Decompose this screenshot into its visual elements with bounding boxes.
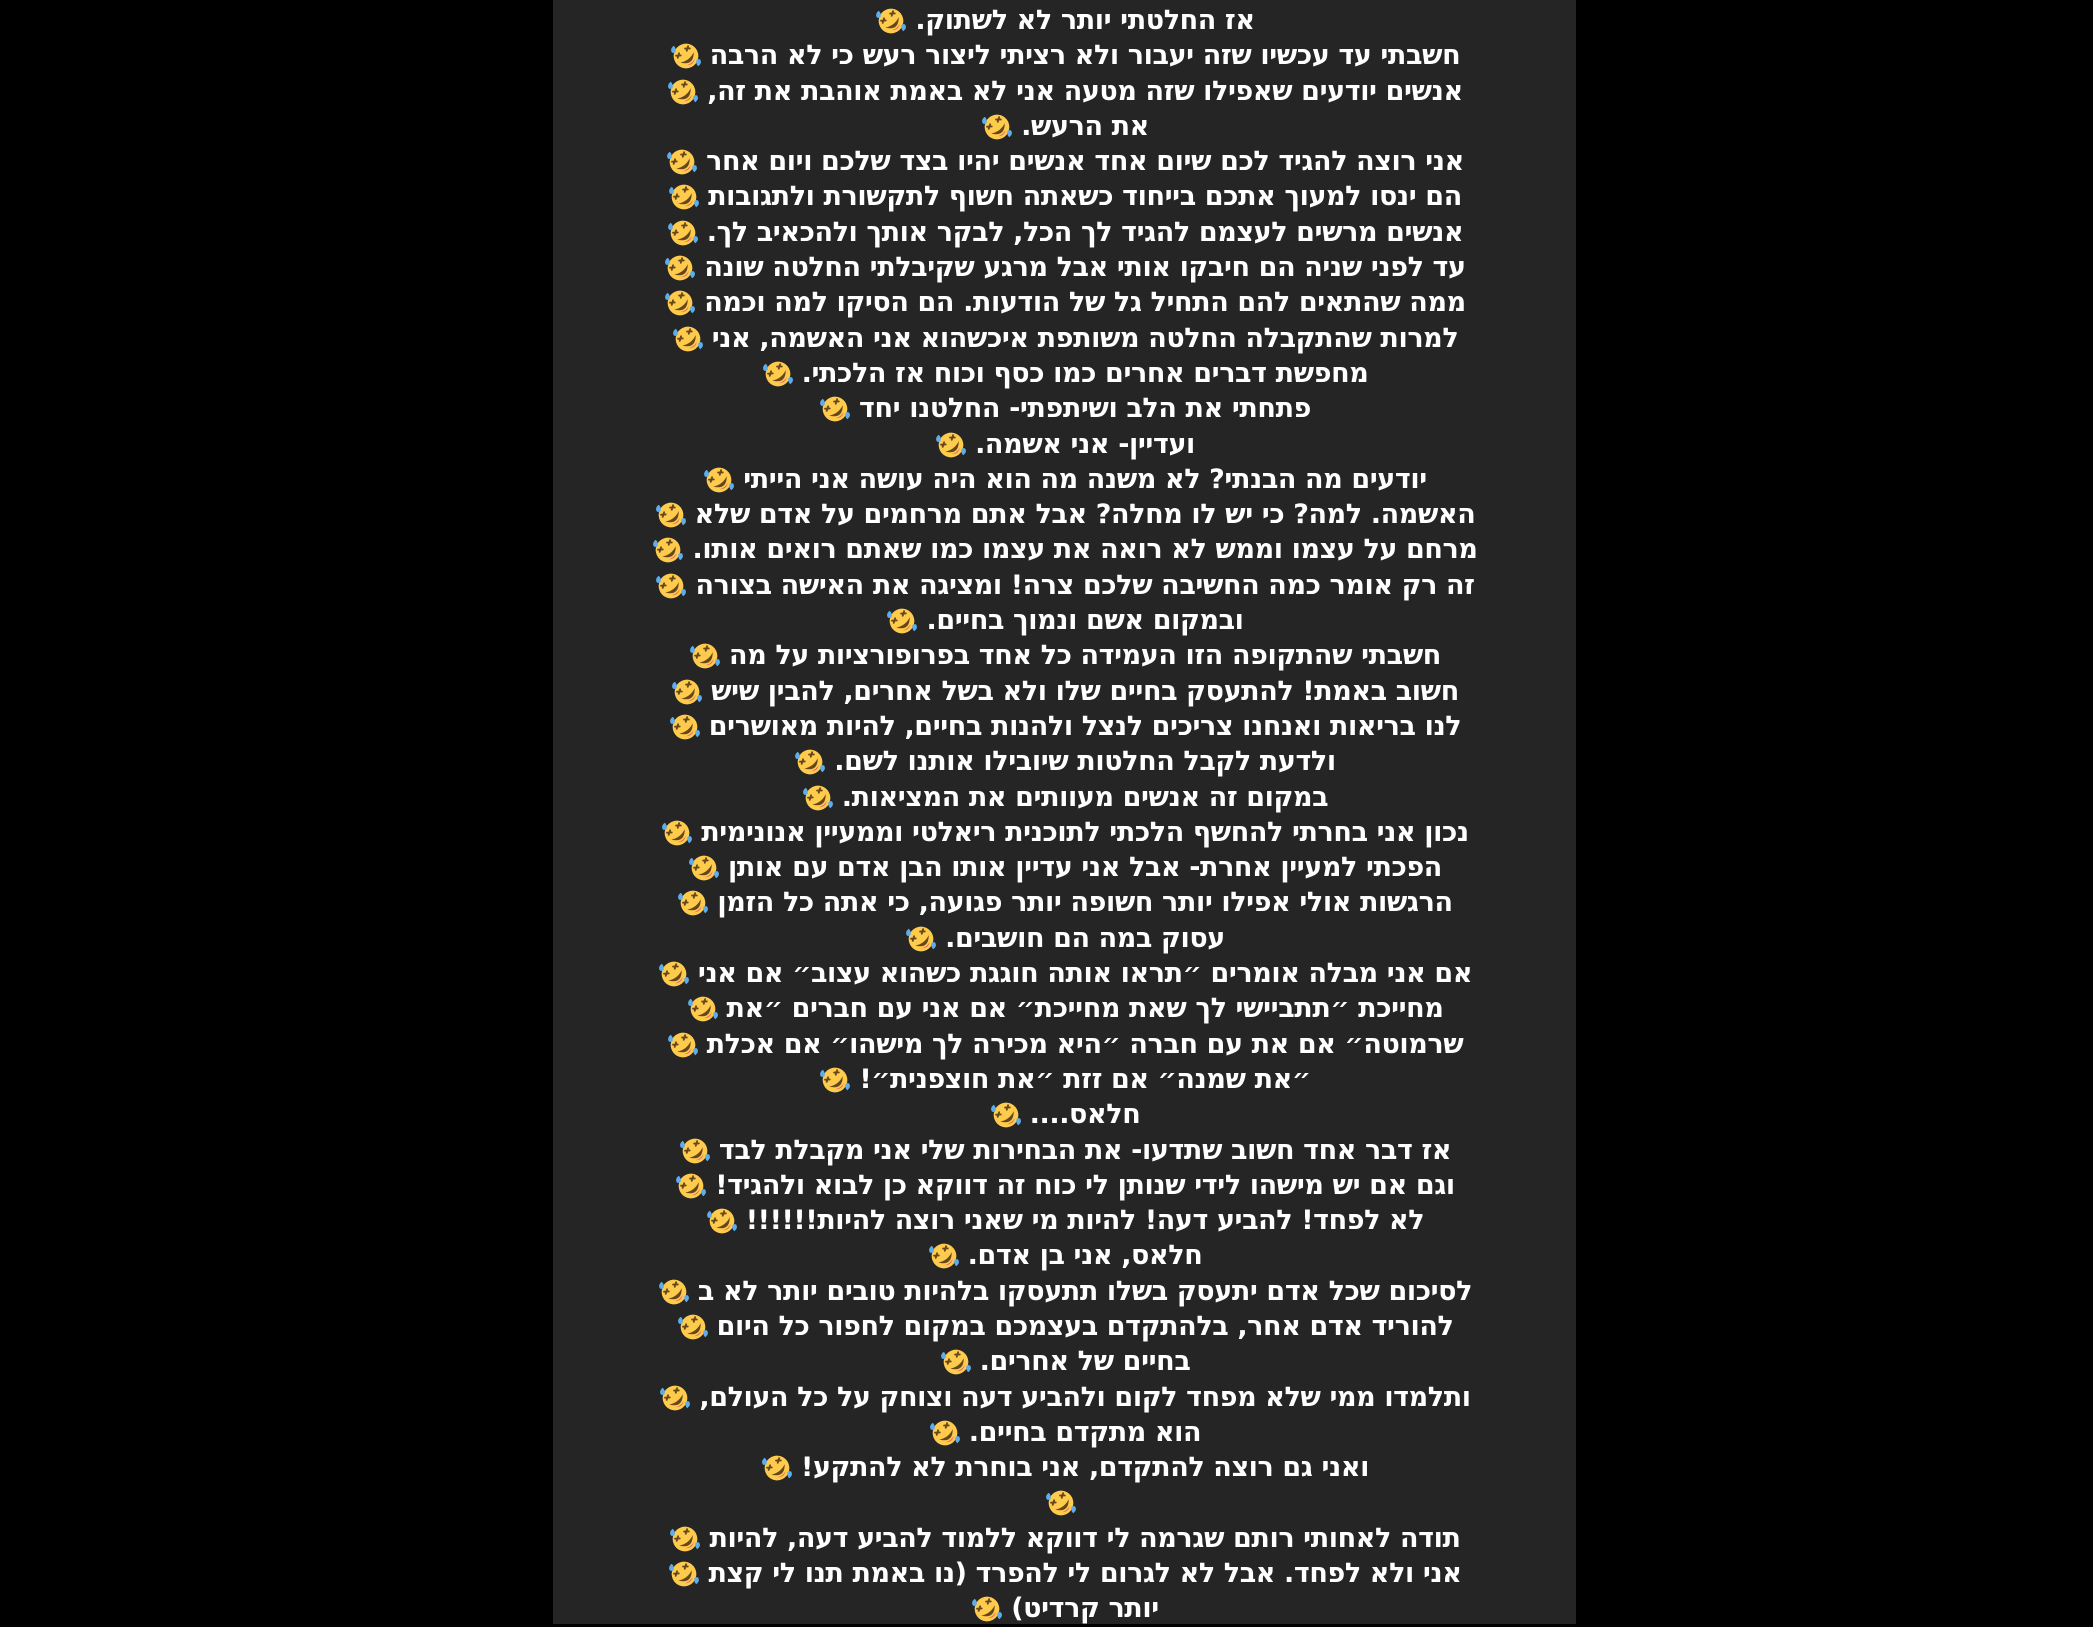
rofl-laughing-emoji bbox=[904, 922, 938, 956]
line-text: אני רוצה להגיד לכם שיום אחד אנשים יהיו בצד שלכם ויום אחר bbox=[706, 146, 1464, 178]
rofl-laughing-emoji bbox=[761, 357, 795, 391]
rofl-laughing-emoji bbox=[674, 1169, 708, 1203]
rofl-laughing-emoji bbox=[793, 745, 827, 779]
rofl-laughing-emoji bbox=[687, 851, 721, 885]
line-text: אנשים יודעים שאפילו שזה מטעה אני לא באמת אוהבת את זה, bbox=[707, 75, 1463, 107]
text-line bbox=[553, 956, 1576, 991]
rofl-laughing-emoji bbox=[666, 1028, 700, 1062]
line-text: ואני גם רוצה להתקדם, אני בוחרת לא להתקע! bbox=[801, 1452, 1369, 1484]
text-line bbox=[553, 1521, 1576, 1556]
text-line bbox=[553, 568, 1576, 603]
line-text: שרמוטה״ אם את עם חברה ״היא מכירה לך מישהו״ אם אכלת bbox=[706, 1028, 1464, 1060]
line-text: את הרעש. bbox=[1021, 110, 1149, 142]
rofl-laughing-emoji bbox=[678, 1134, 712, 1168]
text-line bbox=[553, 285, 1576, 320]
rofl-laughing-emoji bbox=[651, 533, 685, 567]
rofl-laughing-emoji bbox=[660, 816, 694, 850]
rofl-laughing-emoji bbox=[676, 886, 710, 920]
text-line bbox=[553, 638, 1576, 673]
line-text: במקום זה אנשים מעוותים את המציאות. bbox=[841, 781, 1329, 813]
text-line bbox=[553, 991, 1576, 1026]
text-line bbox=[553, 1450, 1576, 1485]
text-line bbox=[553, 74, 1576, 109]
text-line bbox=[553, 1556, 1576, 1591]
line-text: ועדיין- אני אשמה. bbox=[975, 428, 1195, 460]
rofl-laughing-emoji bbox=[658, 1381, 692, 1415]
text-line bbox=[553, 1168, 1576, 1203]
line-text: אנשים מרשים לעצמם להגיד לך הכל, לבקר אותך ולהכאיב לך. bbox=[706, 216, 1464, 248]
text-line bbox=[553, 850, 1576, 885]
line-text: חלאס, אני בן אדם. bbox=[967, 1240, 1203, 1272]
text-line bbox=[553, 1238, 1576, 1273]
line-text: חשבתי שהתקופה הזו העמידה כל אחד בפרופורציות על מה bbox=[729, 640, 1441, 672]
text-line bbox=[553, 427, 1576, 462]
text-line bbox=[553, 250, 1576, 285]
text-line bbox=[553, 815, 1576, 850]
line-text: בחיים של אחרים. bbox=[979, 1346, 1191, 1378]
rofl-laughing-emoji bbox=[818, 392, 852, 426]
rofl-laughing-emoji bbox=[667, 1557, 701, 1591]
rofl-laughing-emoji bbox=[654, 569, 688, 603]
text-line bbox=[553, 38, 1576, 73]
line-text: לסיכום שכל אדם יתעסק בשלו תתעסקו בלהיות טובים יותר לא ב bbox=[697, 1275, 1473, 1307]
rofl-laughing-emoji bbox=[665, 145, 699, 179]
line-text: חשוב באמת! להתעסק בחיים שלו ולא בשל אחרים, להבין שיש bbox=[711, 675, 1459, 707]
line-text: אני ולא לפחד. אבל לא לגרום לי להפרד (נו באמת תנו לי קצת bbox=[708, 1558, 1462, 1590]
text-line bbox=[553, 709, 1576, 744]
text-line bbox=[553, 603, 1576, 638]
rofl-laughing-emoji bbox=[671, 322, 705, 356]
rofl-laughing-emoji bbox=[934, 428, 968, 462]
line-text: למרות שהתקבלה החלטה משותפת איכשהוא אני האשמה, אני bbox=[711, 322, 1459, 354]
rofl-laughing-emoji bbox=[818, 1063, 852, 1097]
line-text: עסוק במה הם חושבים. bbox=[945, 922, 1225, 954]
story-text-panel bbox=[553, 0, 1576, 1624]
text-line bbox=[553, 391, 1576, 426]
rofl-laughing-emoji bbox=[657, 957, 691, 991]
text-line bbox=[553, 179, 1576, 214]
post-text bbox=[553, 0, 1576, 1627]
line-text: יותר קרדיט) bbox=[1011, 1593, 1159, 1625]
line-text: ובמקום אשם ונמוך בחיים. bbox=[926, 605, 1244, 637]
rofl-laughing-emoji bbox=[885, 604, 919, 638]
rofl-laughing-emoji bbox=[667, 180, 701, 214]
line-text: לנו בריאות ואנחנו צריכים לנצל ולהנות בחיים, להיות מאושרים bbox=[708, 710, 1462, 742]
text-line bbox=[553, 921, 1576, 956]
text-line bbox=[553, 321, 1576, 356]
rofl-laughing-emoji bbox=[676, 1310, 710, 1344]
rofl-laughing-emoji bbox=[702, 463, 736, 497]
text-line bbox=[553, 1133, 1576, 1168]
text-line bbox=[553, 1485, 1576, 1520]
rofl-laughing-emoji bbox=[801, 781, 835, 815]
text-line bbox=[553, 462, 1576, 497]
rofl-laughing-emoji bbox=[663, 286, 697, 320]
rofl-laughing-emoji bbox=[927, 1239, 961, 1273]
line-text: חלאס.... bbox=[1029, 1099, 1141, 1131]
line-text: יודעים מה הבנתי? לא משנה מה הוא היה עושה אני הייתי bbox=[743, 463, 1427, 495]
text-line bbox=[553, 3, 1576, 38]
line-text: לא לפחד! להביע דעה! להיות מי שאני רוצה להיות!!!!!! bbox=[745, 1205, 1425, 1237]
text-line bbox=[553, 144, 1576, 179]
text-line bbox=[553, 885, 1576, 920]
text-line bbox=[553, 1097, 1576, 1132]
text-line bbox=[553, 109, 1576, 144]
line-text: מחייכת ״תתביישי לך שאת מחייכת״ אם אני עם חברים ״את bbox=[726, 993, 1444, 1025]
rofl-laughing-emoji bbox=[670, 675, 704, 709]
line-text: מרחם על עצמו וממש לא רואה את עצמו כמו שאתם רואים אותו. bbox=[692, 534, 1478, 566]
rofl-laughing-emoji bbox=[668, 710, 702, 744]
line-text: עד לפני שניה הם חיבקו אותי אבל מרגע שקיבלתי החלטה שונה bbox=[704, 252, 1466, 284]
line-text: חשבתי עד עכשיו שזה יעבור ולא רציתי ליצור רעש כי לא הרבה bbox=[709, 40, 1461, 72]
line-text: אם אני מבלה אומרים ״תראו אותה חוגגת כשהוא עצוב״ אם אני bbox=[697, 958, 1473, 990]
rofl-laughing-emoji bbox=[970, 1592, 1004, 1626]
line-text: ותלמדו ממי שלא מפחד לקום ולהביע דעה וצוחק על כל העולם, bbox=[699, 1381, 1471, 1413]
text-line bbox=[553, 1344, 1576, 1379]
rofl-laughing-emoji bbox=[668, 1522, 702, 1556]
line-text: הפכתי למעיין אחרת- אבל אני עדיין אותו הבן אדם עם אותן bbox=[728, 852, 1442, 884]
text-line bbox=[553, 780, 1576, 815]
text-line bbox=[553, 1274, 1576, 1309]
rofl-laughing-emoji bbox=[874, 4, 908, 38]
rofl-laughing-emoji bbox=[705, 1204, 739, 1238]
text-line bbox=[553, 1415, 1576, 1450]
rofl-laughing-emoji bbox=[669, 39, 703, 73]
line-text: ״את שמנה״ אם זזת ״את חוצפנית״! bbox=[859, 1063, 1311, 1095]
text-line bbox=[553, 497, 1576, 532]
text-line bbox=[553, 1062, 1576, 1097]
rofl-laughing-emoji bbox=[666, 75, 700, 109]
rofl-laughing-emoji bbox=[657, 1275, 691, 1309]
line-text: זה רק אומר כמה החשיבה שלכם צרה! ומציגה את האישה בצורה bbox=[695, 569, 1475, 601]
line-text: פתחתי את הלב ושיתפתי- החלטנו יחד bbox=[859, 393, 1311, 425]
text-line bbox=[553, 744, 1576, 779]
text-line bbox=[553, 1203, 1576, 1238]
line-text: אז דבר אחד חשוב שתדעו- את הבחירות שלי אני מקבלת לבד bbox=[718, 1134, 1452, 1166]
line-text: האשמה. למה? כי יש לו מחלה? אבל אתם מרחמים על אדם שלא bbox=[694, 499, 1476, 531]
rofl-laughing-emoji bbox=[980, 110, 1014, 144]
text-line bbox=[553, 1027, 1576, 1062]
line-text: וגם אם יש מישהו לידי שנותן לי כוח זה דווקא כן לבוא ולהגיד! bbox=[715, 1169, 1455, 1201]
rofl-laughing-emoji bbox=[939, 1345, 973, 1379]
rofl-laughing-emoji bbox=[760, 1451, 794, 1485]
line-text: תודה לאחותי רותם שגרמה לי דווקא ללמוד להביע דעה, להיות bbox=[709, 1522, 1461, 1554]
text-line bbox=[553, 1309, 1576, 1344]
line-text: הוא מתקדם בחיים. bbox=[968, 1416, 1202, 1448]
rofl-laughing-emoji bbox=[686, 992, 720, 1026]
text-line bbox=[553, 532, 1576, 567]
text-line bbox=[553, 1591, 1576, 1626]
rofl-laughing-emoji bbox=[666, 216, 700, 250]
line-text: הם ינסו למעוך אתכם בייחוד כשאתה חשוף לתקשורת ולתגובות bbox=[708, 181, 1462, 213]
rofl-laughing-emoji bbox=[989, 1098, 1023, 1132]
line-text: נכון אני בחרתי להחשף הלכתי לתוכנית ריאלטי וממעיין אנונימית bbox=[701, 816, 1469, 848]
line-text: אז החלטתי יותר לא לשתוק. bbox=[915, 5, 1255, 36]
text-line bbox=[553, 356, 1576, 391]
rofl-laughing-emoji bbox=[928, 1416, 962, 1450]
rofl-laughing-emoji bbox=[654, 498, 688, 532]
line-text: ממה שהתאים להם התחיל גל של הודעות. הם הסיקו למה וכמה bbox=[704, 287, 1466, 319]
text-line bbox=[553, 674, 1576, 709]
line-text: להוריד אדם אחר, בלהתקדם בעצמכם במקום לחפור כל היום bbox=[716, 1310, 1454, 1342]
line-text: מחפשת דברים אחרים כמו כסף וכוח אז הלכתי. bbox=[801, 357, 1369, 389]
rofl-laughing-emoji bbox=[688, 639, 722, 673]
rofl-laughing-emoji bbox=[663, 251, 697, 285]
rofl-laughing-emoji bbox=[1044, 1486, 1078, 1520]
line-text: הרגשות אולי אפילו יותר חשופה יותר פגועה, כי אתה כל הזמן bbox=[717, 887, 1453, 919]
text-line bbox=[553, 215, 1576, 250]
line-text: ולדעת לקבל החלטות שיובילו אותנו לשם. bbox=[834, 746, 1336, 778]
text-line bbox=[553, 1380, 1576, 1415]
